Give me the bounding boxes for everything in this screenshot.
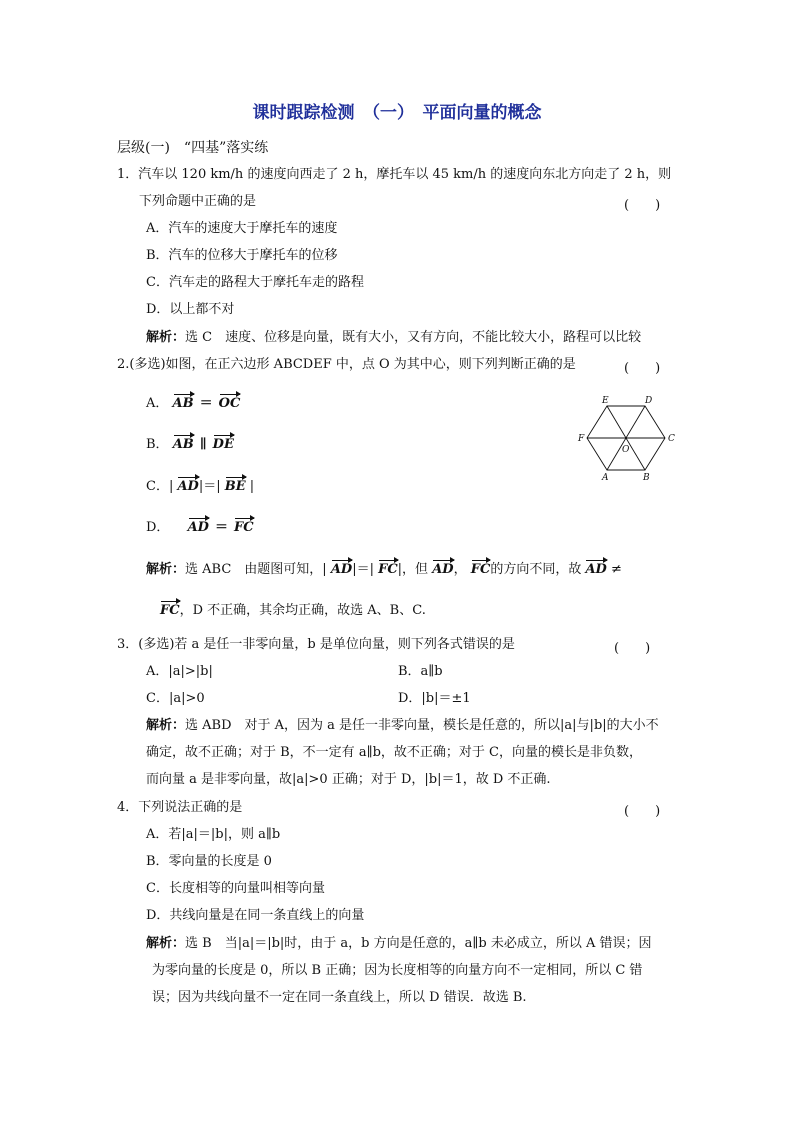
vector-de: DE	[212, 437, 234, 452]
q2-option-b	[146, 435, 234, 453]
q2-option-a	[146, 394, 240, 412]
center-o-label: O	[622, 445, 630, 455]
q4-answer-blank: ( )	[624, 804, 661, 819]
vector-fc: FC	[378, 562, 398, 577]
q2-analysis-line2	[160, 601, 426, 619]
option-label: B．	[146, 437, 169, 452]
q4-option-d: D．共线向量是在同一条直线上的向量	[146, 908, 365, 923]
q3-option-c: C．|a|>0	[146, 691, 205, 706]
analysis-text: 选 ABC 由题图可知，|	[185, 562, 327, 577]
analysis-text: 选 B 当|a|＝|b|时，由于 a，b 方向是任意的，a∥b 未必成立，所以 A 错误；因	[185, 936, 652, 951]
analysis-label: 解析：	[146, 562, 186, 577]
q4-analysis-line1	[146, 936, 652, 952]
vector-oc: OC	[218, 396, 241, 411]
q1-stem-line1: 1．汽车以 120 km/h 的速度向西走了 2 h，摩托车以 45 km/h 的速度向东北方向走了 2 h，则	[117, 167, 672, 182]
analysis-label: 解析：	[146, 936, 186, 951]
equals-sign: ＝	[214, 520, 228, 535]
vertex-a-label: A	[602, 473, 609, 483]
vector-fc: FC	[233, 520, 254, 535]
q4-option-b: B．零向量的长度是 0	[146, 854, 272, 869]
q4-option-a: A．若|a|＝|b|，则 a∥b	[146, 827, 281, 842]
q3-stem: 3．(多选)若 a 是任一非零向量，b 是单位向量，则下列各式错误的是	[117, 637, 515, 652]
option-label: A．	[146, 396, 169, 411]
q4-option-c: C．长度相等的向量叫相等向量	[146, 881, 325, 896]
abs-equals: |＝|	[198, 479, 221, 494]
abs-equals: |＝|	[352, 562, 374, 577]
q4-analysis-line2: 为零向量的长度是 0，所以 B 正确；因为长度相等的向量方向不一定相同，所以 C 错	[152, 963, 643, 978]
q1-option-b: B．汽车的位移大于摩托车的位移	[146, 248, 338, 263]
q1-analysis	[146, 330, 641, 346]
equals-sign: ＝	[199, 396, 213, 411]
vector-ad: AD	[187, 520, 209, 535]
option-label: D．	[146, 520, 170, 535]
q2-option-d	[146, 518, 254, 536]
parallel-sign: ∥	[199, 437, 207, 452]
q1-answer-blank: ( )	[624, 198, 661, 213]
vertex-e-label: E	[602, 396, 609, 406]
analysis-text: ，	[453, 562, 467, 577]
analysis-text: |，但	[397, 562, 429, 577]
vector-ad: AD	[330, 562, 353, 577]
analysis-label: 解析：	[146, 330, 186, 345]
page-title: 课时跟踪检测 （一） 平面向量的概念	[252, 103, 542, 123]
vector-fc: FC	[160, 603, 180, 618]
q2-stem: 2.(多选)如图，在正六边形 ABCDEF 中，点 O 为其中心，则下列判断正确的是	[117, 357, 576, 372]
hexagon-figure	[575, 392, 685, 484]
analysis-text: 选 ABD 对于 A，因为 a 是任一非零向量，模长是任意的，所以|a|与|b|的大小不	[185, 718, 659, 733]
q3-option-b: B．a∥b	[398, 664, 443, 679]
vector-ab: AB	[172, 437, 194, 452]
vertex-c-label: C	[668, 434, 675, 444]
vector-be: BE	[224, 479, 246, 494]
q3-analysis-line3: 而向量 a 是非零向量，故|a|>0 正确；对于 D，|b|＝1，故 D 不正确.	[146, 772, 551, 787]
vector-ad: AD	[432, 562, 454, 577]
q3-option-a: A．|a|>|b|	[146, 664, 213, 679]
q1-option-a: A．汽车的速度大于摩托车的速度	[146, 221, 338, 236]
analysis-text: ，D 不正确，其余均正确，故选 A、B、C.	[179, 603, 426, 618]
q2-option-c	[146, 477, 254, 495]
q2-answer-blank: ( )	[624, 361, 661, 376]
analysis-label: 解析：	[146, 718, 186, 733]
analysis-text: 的方向不同，故	[490, 562, 582, 577]
q1-option-c: C．汽车走的路程大于摩托车走的路程	[146, 275, 364, 290]
vector-ad: AD	[585, 562, 607, 577]
vector-ab: AB	[172, 396, 194, 411]
abs-bar: |	[249, 479, 255, 494]
q3-analysis-line1	[146, 718, 659, 734]
q1-option-d: D．以上都不对	[146, 302, 235, 317]
vertex-d-label: D	[645, 396, 653, 406]
vector-ad: AD	[177, 479, 199, 494]
q2-analysis-line1	[146, 560, 622, 578]
q3-option-d: D．|b|＝±1	[398, 691, 471, 706]
option-label: C．|	[146, 479, 174, 494]
q1-stem-line2: 下列命题中正确的是	[139, 194, 257, 209]
q3-analysis-line2: 确定，故不正确；对于 B，不一定有 a∥b，故不正确；对于 C，向量的模长是非负数，	[146, 745, 642, 760]
q4-stem: 4．下列说法正确的是	[117, 800, 243, 815]
vertex-f-label: F	[578, 434, 585, 444]
q3-answer-blank: ( )	[614, 641, 651, 656]
level-heading: 层级(一) “四基”落实练	[117, 140, 269, 156]
vertex-b-label: B	[643, 473, 650, 483]
vector-fc: FC	[470, 562, 491, 577]
q1-analysis-text: 选 C 速度、位移是向量，既有大小，又有方向，不能比较大小，路程可以比较	[185, 330, 642, 345]
q4-analysis-line3: 误；因为共线向量不一定在同一条直线上，所以 D 错误．故选 B.	[152, 990, 527, 1005]
not-equal-sign: ≠	[610, 562, 622, 577]
